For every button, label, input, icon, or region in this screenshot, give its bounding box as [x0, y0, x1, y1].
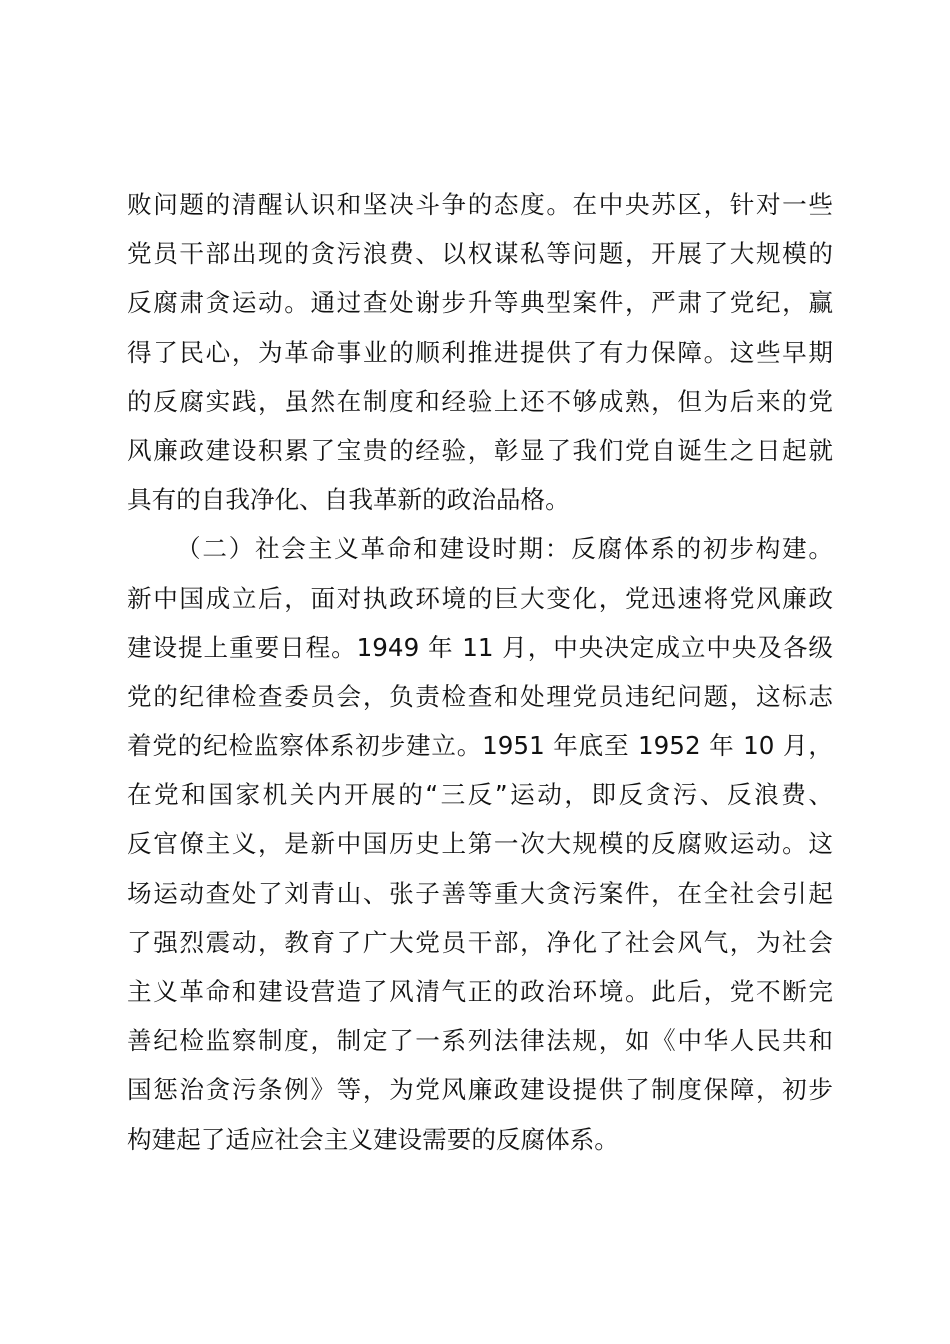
paragraph-line: 败问题的清醒认识和坚决斗争的态度。在中央苏区，针对一些 [127, 190, 833, 219]
paragraph-line: 建设提上重要日程。1949 年 11 月，中央决定成立中央及各级 [127, 632, 833, 662]
paragraph-line: 主义革命和建设营造了风清气正的政治环境。此后，党不断完 [127, 977, 833, 1006]
paragraph-line: 反官僚主义，是新中国历史上第一次大规模的反腐败运动。这 [127, 829, 833, 859]
paragraph-line: 国惩治贪污条例》等，为党风廉政建设提供了制度保障，初步 [127, 1075, 833, 1105]
paragraph-2 [127, 524, 833, 1163]
paragraph-1 [127, 180, 833, 524]
paragraph-line: 党的纪律检查委员会，负责检查和处理党员违纪问题，这标志 [127, 681, 833, 711]
paragraph-line: 风廉政建设积累了宝贵的经验，彰显了我们党自诞生之日起就 [127, 435, 833, 465]
paragraph-line: 场运动查处了刘青山、张子善等重大贪污案件，在全社会引起 [127, 878, 833, 908]
paragraph-line: 的反腐实践，虽然在制度和经验上还不够成熟，但为后来的党 [127, 386, 833, 416]
paragraph-line: 新中国成立后，面对执政环境的巨大变化，党迅速将党风廉政 [127, 583, 833, 613]
paragraph-line: 构建起了适应社会主义建设需要的反腐体系。 [127, 1124, 619, 1154]
paragraph-line: 在党和国家机关内开展的“三反”运动，即反贪污、反浪费、 [127, 780, 833, 810]
document-body [127, 180, 833, 1164]
paragraph-line: 了强烈震动，教育了广大党员干部，净化了社会风气，为社会 [127, 927, 833, 957]
paragraph-line: 党员干部出现的贪污浪费、以权谋私等问题，开展了大规模的 [127, 239, 833, 269]
paragraph-line: 着党的纪检监察体系初步建立。1951 年底至 1952 年 10 月， [127, 731, 833, 761]
section-heading-line: （二）社会主义革命和建设时期：反腐体系的初步构建。 [176, 534, 833, 564]
paragraph-line: 善纪检监察制度，制定了一系列法律法规，如《中华人民共和 [127, 1026, 833, 1056]
paragraph-line: 得了民心，为革命事业的顺利推进提供了有力保障。这些早期 [127, 337, 833, 367]
paragraph-line: 反腐肃贪运动。通过查处谢步升等典型案件，严肃了党纪，赢 [127, 288, 833, 318]
paragraph-line: 具有的自我净化、自我革新的政治品格。 [127, 485, 570, 515]
